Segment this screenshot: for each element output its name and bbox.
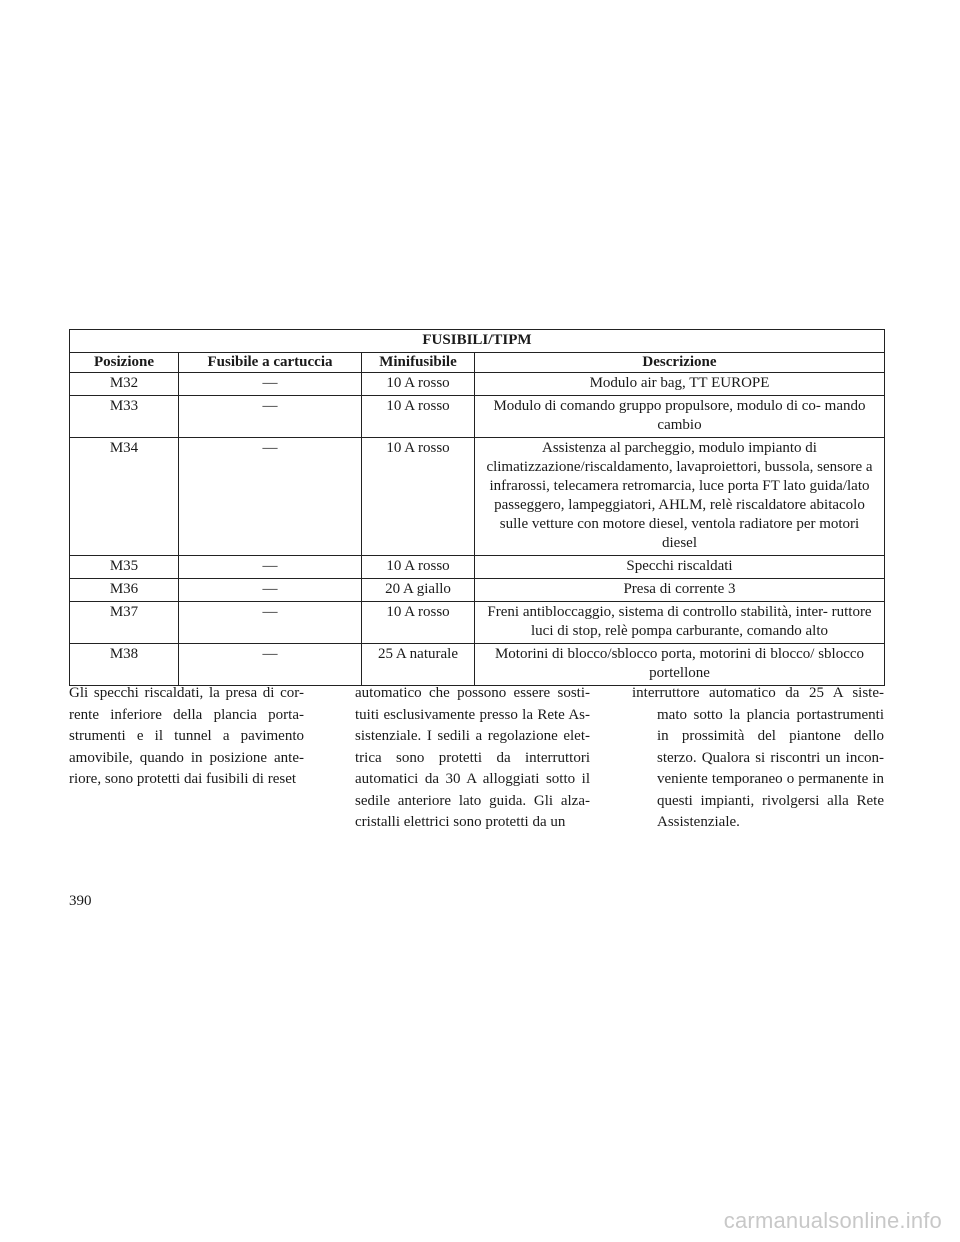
paragraph-text: interruttore automatico da 25 A siste- mato sotto la plancia portastrumenti in prossimità del piantone dello sterzo. Qualora si riscontri un incon- veniente temporaneo o permanente in questi impianti, rivolgersi alla Rete Assistenziale. (632, 685, 884, 830)
fuse-table (69, 329, 885, 686)
cell-cartridge-fuse: — (179, 396, 362, 438)
cell-position: M32 (70, 373, 179, 396)
cell-position: M36 (70, 579, 179, 602)
header-cartridge-fuse: Fusibile a cartuccia (179, 353, 362, 373)
cell-position: M35 (70, 556, 179, 579)
body-column-2 (355, 683, 590, 834)
cell-position: M34 (70, 438, 179, 556)
cell-cartridge-fuse: — (179, 373, 362, 396)
paragraph-text: Gli specchi riscaldati, la presa di cor- rente inferiore della plancia porta- strumenti e il tunnel a pavimento amovibile, quando in posizione ante- riore, sono protetti dai fusibili di reset (69, 685, 304, 787)
table-row (70, 556, 885, 579)
cell-minifuse: 10 A rosso (362, 556, 475, 579)
cell-description: Specchi riscaldati (475, 556, 885, 579)
table-title: FUSIBILI/TIPM (70, 330, 885, 353)
cell-cartridge-fuse: — (179, 556, 362, 579)
cell-description: Freni antibloccaggio, sistema di controllo stabilità, inter- ruttore luci di stop, relè pompa carburante, comando alto (475, 602, 885, 644)
table-row (70, 602, 885, 644)
cell-minifuse: 10 A rosso (362, 373, 475, 396)
watermark: carmanualsonline.info (723, 1208, 942, 1233)
fuse-table-body (70, 373, 885, 686)
cell-description: Modulo air bag, TT EUROPE (475, 373, 885, 396)
cell-cartridge-fuse: — (179, 602, 362, 644)
cell-cartridge-fuse: — (179, 579, 362, 602)
cell-description: Assistenza al parcheggio, modulo impianto di climatizzazione/riscaldamento, lavaproiettori, bussola, sensore a infrarossi, telecamera retromarcia, luce porta FT lato guida/lato passeggero, lampeggiatori, AHLM, relè riscaldatore abitacolo sulle vetture con motore diesel, ventola radiatore per motori diesel (475, 438, 885, 556)
table-row (70, 396, 885, 438)
cell-cartridge-fuse: — (179, 438, 362, 556)
table-row (70, 438, 885, 556)
header-minifuse: Minifusibile (362, 353, 475, 373)
cell-description: Modulo di comando gruppo propulsore, modulo di co- mando cambio (475, 396, 885, 438)
page-number: 390 (69, 893, 92, 909)
cell-position: M38 (70, 644, 179, 686)
header-description: Descrizione (475, 353, 885, 373)
body-column-1 (69, 683, 304, 791)
cell-position: M37 (70, 602, 179, 644)
cell-minifuse: 25 A naturale (362, 644, 475, 686)
cell-minifuse: 10 A rosso (362, 438, 475, 556)
cell-description: Motorini di blocco/sblocco porta, motorini di blocco/ sblocco portellone (475, 644, 885, 686)
table-row (70, 579, 885, 602)
cell-minifuse: 10 A rosso (362, 396, 475, 438)
table-row (70, 373, 885, 396)
header-position: Posizione (70, 353, 179, 373)
cell-description: Presa di corrente 3 (475, 579, 885, 602)
body-column-3 (632, 683, 884, 834)
cell-minifuse: 20 A giallo (362, 579, 475, 602)
cell-position: M33 (70, 396, 179, 438)
cell-cartridge-fuse: — (179, 644, 362, 686)
cell-minifuse: 10 A rosso (362, 602, 475, 644)
table-row (70, 644, 885, 686)
paragraph-text: automatico che possono essere sosti- tuiti esclusivamente presso la Rete As- sistenziale. I sedili a regolazione elet- trica sono protetti da interruttori automatici da 30 A alloggiati sotto il sedile anteriore lato guida. Gli alza- cristalli elettrici sono protetti da un (355, 685, 590, 830)
